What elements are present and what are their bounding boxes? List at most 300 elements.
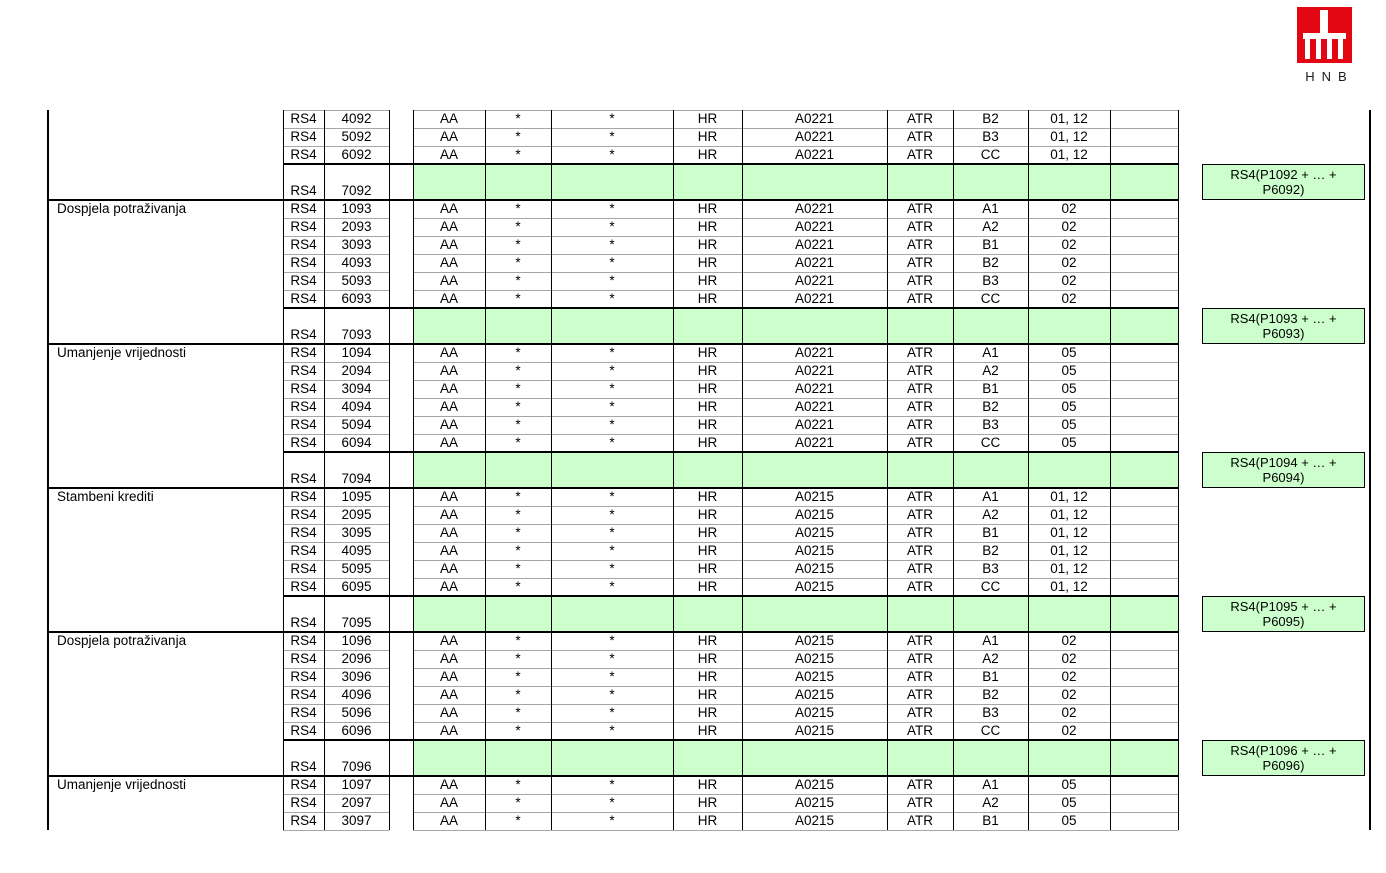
cell-code: 5093 (341, 273, 372, 288)
cell-value: * (609, 507, 615, 522)
cell-code: 6092 (341, 147, 372, 162)
sum-note (1202, 596, 1365, 632)
cell-code: 2097 (341, 795, 372, 810)
grid-line (283, 218, 389, 219)
cell-value: * (515, 255, 521, 270)
cell-value: HR (697, 255, 718, 270)
cell-rs: RS4 (290, 201, 317, 216)
cell-value (1110, 218, 1178, 236)
cell-value (1110, 110, 1178, 128)
cell-value: A0221 (794, 201, 835, 216)
cell-rs: RS4 (290, 363, 317, 378)
cell-value: * (515, 417, 521, 432)
cell-value: HR (697, 507, 718, 522)
cell-code: 1095 (341, 489, 372, 504)
cell-value: * (515, 795, 521, 810)
grid-line (283, 542, 389, 543)
grid-line (413, 272, 1178, 273)
cell-value: * (609, 525, 615, 540)
cell-value: B1 (982, 237, 999, 252)
cell-code: 1097 (341, 777, 372, 792)
cell-value: HR (697, 363, 718, 378)
grid-line (413, 416, 1178, 417)
grid-line (283, 398, 389, 399)
cell-value: 05 (1061, 435, 1077, 450)
cell-value: * (515, 669, 521, 684)
cell-value: A0215 (794, 705, 835, 720)
cell-value: A0215 (794, 561, 835, 576)
cell-value: ATR (907, 399, 933, 414)
grid-line (283, 686, 389, 687)
section-line (283, 307, 1178, 309)
cell-value: HR (697, 579, 718, 594)
grid-line (413, 830, 1178, 831)
cell-value: HR (697, 777, 718, 792)
cell-rs: RS4 (290, 471, 317, 486)
cell-value: * (515, 273, 521, 288)
cell-value: A0221 (794, 291, 835, 306)
cell-value: AA (439, 111, 458, 126)
cell-value: AA (439, 129, 458, 144)
sum-note-line: RS4(P1094 + … + (1230, 455, 1337, 470)
cell-value: HR (697, 237, 718, 252)
cell-value: 02 (1061, 651, 1077, 666)
column-line (673, 110, 674, 830)
cell-value: A0221 (794, 363, 835, 378)
cell-value: 02 (1061, 219, 1077, 234)
grid-line (413, 110, 1178, 111)
cell-value (1110, 560, 1178, 578)
cell-value: ATR (907, 291, 933, 306)
cell-rs: RS4 (290, 129, 317, 144)
cell-rs: RS4 (290, 381, 317, 396)
cell-value: A0221 (794, 255, 835, 270)
grid-line (283, 722, 389, 723)
cell-value (1110, 776, 1178, 794)
cell-value: ATR (907, 705, 933, 720)
cell-value: A2 (982, 219, 999, 234)
cell-value (1110, 380, 1178, 398)
cell-value: * (515, 543, 521, 558)
cell-value: HR (697, 489, 718, 504)
section-label: Umanjenje vrijednosti (57, 777, 187, 792)
cell-value: 05 (1061, 795, 1077, 810)
cell-value (1110, 794, 1178, 812)
grid-line (283, 362, 389, 363)
cell-value: AA (439, 417, 458, 432)
cell-rs: RS4 (290, 525, 317, 540)
cell-code: 7092 (341, 183, 372, 198)
cell-value: * (609, 255, 615, 270)
cell-code: 1094 (341, 345, 372, 360)
cell-value: * (609, 399, 615, 414)
cell-value: AA (439, 705, 458, 720)
cell-value: A1 (982, 777, 999, 792)
cell-value: ATR (907, 345, 933, 360)
cell-rs: RS4 (290, 435, 317, 450)
cell-value: * (609, 219, 615, 234)
cell-value: ATR (907, 687, 933, 702)
cell-rs: RS4 (290, 273, 317, 288)
cell-value: HR (697, 795, 718, 810)
cell-value: HR (697, 561, 718, 576)
grid-line (413, 794, 1178, 795)
column-line (551, 110, 552, 830)
cell-value: 05 (1061, 417, 1077, 432)
cell-rs: RS4 (290, 615, 317, 630)
cell-code: 2093 (341, 219, 372, 234)
section-line (283, 451, 1178, 453)
section-line (283, 163, 1178, 165)
cell-value: ATR (907, 489, 933, 504)
cell-value: ATR (907, 543, 933, 558)
grid-line (413, 560, 1178, 561)
section-line (48, 631, 1178, 633)
cell-value: B1 (982, 381, 999, 396)
cell-value: AA (439, 507, 458, 522)
grid-line (413, 524, 1178, 525)
cell-value: B3 (982, 129, 999, 144)
cell-value: 05 (1061, 345, 1077, 360)
sum-note (1202, 452, 1365, 488)
cell-value: * (515, 381, 521, 396)
cell-rs: RS4 (290, 255, 317, 270)
cell-value: AA (439, 777, 458, 792)
cell-value: * (609, 813, 615, 828)
cell-value: * (609, 777, 615, 792)
grid-line (283, 650, 389, 651)
cell-code: 6095 (341, 579, 372, 594)
cell-value (1110, 272, 1178, 290)
cell-value: ATR (907, 147, 933, 162)
cell-value (1110, 128, 1178, 146)
cell-value: * (609, 489, 615, 504)
cell-value: * (515, 129, 521, 144)
cell-code: 3094 (341, 381, 372, 396)
cell-value: HR (697, 111, 718, 126)
cell-value: * (609, 795, 615, 810)
cell-value: * (515, 651, 521, 666)
cell-rs: RS4 (290, 777, 317, 792)
cell-value: HR (697, 633, 718, 648)
grid-line (283, 272, 389, 273)
cell-value: B3 (982, 705, 999, 720)
cell-value: * (609, 705, 615, 720)
cell-value: A0221 (794, 399, 835, 414)
grid-line (283, 704, 389, 705)
cell-value: AA (439, 363, 458, 378)
column-line (1028, 110, 1029, 830)
cell-value: 02 (1061, 633, 1077, 648)
cell-code: 3097 (341, 813, 372, 828)
cell-value: * (609, 345, 615, 360)
cell-code: 3093 (341, 237, 372, 252)
cell-value: * (515, 435, 521, 450)
cell-value: ATR (907, 237, 933, 252)
cell-rs: RS4 (290, 705, 317, 720)
cell-value: A2 (982, 651, 999, 666)
cell-value (1110, 344, 1178, 362)
cell-value: AA (439, 687, 458, 702)
grid-line (413, 362, 1178, 363)
sum-row-highlight (413, 740, 1178, 776)
cell-value: HR (697, 399, 718, 414)
cell-value: CC (980, 147, 1001, 162)
cell-value: A0215 (794, 687, 835, 702)
cell-value: 02 (1061, 201, 1077, 216)
cell-value: * (609, 147, 615, 162)
grid-line (413, 686, 1178, 687)
cell-code: 2095 (341, 507, 372, 522)
cell-code: 7096 (341, 759, 372, 774)
cell-code: 6094 (341, 435, 372, 450)
cell-value: HR (697, 705, 718, 720)
cell-value: * (515, 705, 521, 720)
cell-value: CC (980, 723, 1001, 738)
cell-value: 02 (1061, 255, 1077, 270)
column-line (742, 110, 743, 830)
cell-value: A0221 (794, 111, 835, 126)
column-line (413, 110, 414, 830)
cell-value: AA (439, 813, 458, 828)
cell-value (1110, 362, 1178, 380)
cell-value: B2 (982, 687, 999, 702)
cell-value: 01, 12 (1050, 147, 1088, 162)
cell-value: AA (439, 525, 458, 540)
cell-value: ATR (907, 111, 933, 126)
cell-rs: RS4 (290, 579, 317, 594)
grid-line (283, 524, 389, 525)
cell-code: 7093 (341, 327, 372, 342)
cell-rs: RS4 (290, 507, 317, 522)
grid-line (413, 398, 1178, 399)
cell-value: B2 (982, 111, 999, 126)
cell-value: * (515, 111, 521, 126)
cell-value: 02 (1061, 687, 1077, 702)
cell-value: A0215 (794, 489, 835, 504)
cell-value: AA (439, 255, 458, 270)
cell-value: * (515, 561, 521, 576)
cell-value: * (609, 435, 615, 450)
grid-line (413, 668, 1178, 669)
cell-value: HR (697, 219, 718, 234)
grid-line (283, 434, 389, 435)
cell-value: A0215 (794, 633, 835, 648)
cell-value (1110, 236, 1178, 254)
cell-rs: RS4 (290, 183, 317, 198)
grid-line (413, 218, 1178, 219)
cell-value: A0215 (794, 543, 835, 558)
column-line (953, 110, 954, 830)
cell-code: 4096 (341, 687, 372, 702)
cell-value: AA (439, 543, 458, 558)
sum-note-line: RS4(P1092 + … + (1230, 167, 1337, 182)
cell-value (1110, 524, 1178, 542)
cell-value: A0221 (794, 147, 835, 162)
cell-value: B1 (982, 525, 999, 540)
cell-code: 4095 (341, 543, 372, 558)
grid-line (283, 146, 389, 147)
cell-rs: RS4 (290, 345, 317, 360)
cell-value: * (609, 291, 615, 306)
cell-value: * (515, 525, 521, 540)
grid-line (413, 146, 1178, 147)
cell-value: HR (697, 417, 718, 432)
sum-note (1202, 308, 1365, 344)
grid-line (413, 650, 1178, 651)
cell-rs: RS4 (290, 111, 317, 126)
grid-line (283, 560, 389, 561)
cell-code: 5094 (341, 417, 372, 432)
cell-value: AA (439, 795, 458, 810)
section-line (48, 343, 1178, 345)
cell-value: * (609, 687, 615, 702)
section-line (283, 595, 1178, 597)
cell-value: CC (980, 435, 1001, 450)
cell-value: * (609, 273, 615, 288)
cell-value: 02 (1061, 291, 1077, 306)
cell-value: ATR (907, 633, 933, 648)
grid-line (283, 668, 389, 669)
cell-value: HR (697, 687, 718, 702)
cell-value: A0215 (794, 777, 835, 792)
cell-value: A0215 (794, 813, 835, 828)
cell-value: AA (439, 651, 458, 666)
grid-line (283, 236, 389, 237)
cell-value: 01, 12 (1050, 579, 1088, 594)
cell-value: * (515, 399, 521, 414)
cell-value: 01, 12 (1050, 507, 1088, 522)
cell-value (1110, 434, 1178, 452)
cell-code: 6093 (341, 291, 372, 306)
grid-line (283, 254, 389, 255)
cell-value: B2 (982, 543, 999, 558)
cell-value: 02 (1061, 669, 1077, 684)
cell-code: 5092 (341, 129, 372, 144)
cell-value: * (609, 111, 615, 126)
cell-value: ATR (907, 669, 933, 684)
cell-value: ATR (907, 381, 933, 396)
cell-value: 01, 12 (1050, 489, 1088, 504)
page-border-left (47, 110, 49, 830)
cell-value: AA (439, 219, 458, 234)
cell-value: A0221 (794, 381, 835, 396)
cell-value: ATR (907, 525, 933, 540)
cell-value: * (515, 363, 521, 378)
sum-note (1202, 740, 1365, 776)
cell-value: B3 (982, 417, 999, 432)
cell-value (1110, 488, 1178, 506)
cell-value: AA (439, 381, 458, 396)
cell-value: ATR (907, 129, 933, 144)
cell-rs: RS4 (290, 633, 317, 648)
cell-value: ATR (907, 723, 933, 738)
cell-rs: RS4 (290, 669, 317, 684)
cell-value: ATR (907, 579, 933, 594)
cell-value: * (515, 507, 521, 522)
cell-value: HR (697, 651, 718, 666)
sum-note-line: RS4(P1095 + … + (1230, 599, 1337, 614)
section-line (48, 775, 1178, 777)
sum-row-highlight (413, 452, 1178, 488)
cell-value: 01, 12 (1050, 111, 1088, 126)
column-line (485, 110, 486, 830)
cell-value: CC (980, 291, 1001, 306)
cell-value: AA (439, 291, 458, 306)
cell-code: 2096 (341, 651, 372, 666)
section-line (48, 487, 1178, 489)
cell-value (1110, 542, 1178, 560)
cell-value: A0215 (794, 669, 835, 684)
cell-value (1110, 668, 1178, 686)
cell-value: * (515, 147, 521, 162)
cell-value: ATR (907, 363, 933, 378)
sum-note-line: P6092) (1262, 182, 1305, 197)
cell-value: 02 (1061, 723, 1077, 738)
cell-value: 01, 12 (1050, 129, 1088, 144)
cell-value: B2 (982, 399, 999, 414)
cell-value: A0221 (794, 273, 835, 288)
sum-row-highlight (413, 596, 1178, 632)
cell-value: ATR (907, 219, 933, 234)
cell-value: 05 (1061, 813, 1077, 828)
column-line (1110, 110, 1111, 830)
cell-value: HR (697, 435, 718, 450)
grid-line (283, 110, 389, 111)
grid-line (413, 254, 1178, 255)
cell-value (1110, 686, 1178, 704)
cell-value: 05 (1061, 363, 1077, 378)
sum-note-line: RS4(P1096 + … + (1230, 743, 1337, 758)
cell-value: AA (439, 633, 458, 648)
section-label: Stambeni krediti (57, 489, 154, 504)
cell-code: 1096 (341, 633, 372, 648)
cell-value: * (515, 345, 521, 360)
cell-value (1110, 254, 1178, 272)
grid-line (283, 506, 389, 507)
cell-value: AA (439, 345, 458, 360)
grid-line (413, 506, 1178, 507)
page-border-right (1369, 110, 1371, 830)
sum-row-highlight (413, 308, 1178, 344)
cell-code: 1093 (341, 201, 372, 216)
cell-value: CC (980, 579, 1001, 594)
cell-value: A1 (982, 489, 999, 504)
cell-value: * (609, 651, 615, 666)
cell-value: ATR (907, 777, 933, 792)
cell-value: * (609, 417, 615, 432)
cell-value: A0215 (794, 723, 835, 738)
cell-value: HR (697, 813, 718, 828)
cell-rs: RS4 (290, 795, 317, 810)
cell-rs: RS4 (290, 399, 317, 414)
cell-value: A1 (982, 633, 999, 648)
cell-value: HR (697, 345, 718, 360)
grid-line (413, 578, 1178, 579)
cell-value: ATR (907, 435, 933, 450)
cell-value: AA (439, 579, 458, 594)
section-label: Umanjenje vrijednosti (57, 345, 187, 360)
grid-line (413, 128, 1178, 129)
cell-value: A0221 (794, 435, 835, 450)
cell-value: ATR (907, 255, 933, 270)
cell-value: * (515, 201, 521, 216)
cell-rs: RS4 (290, 813, 317, 828)
cell-value: 02 (1061, 237, 1077, 252)
cell-value: A0221 (794, 417, 835, 432)
grid-line (283, 128, 389, 129)
cell-value: 05 (1061, 399, 1077, 414)
